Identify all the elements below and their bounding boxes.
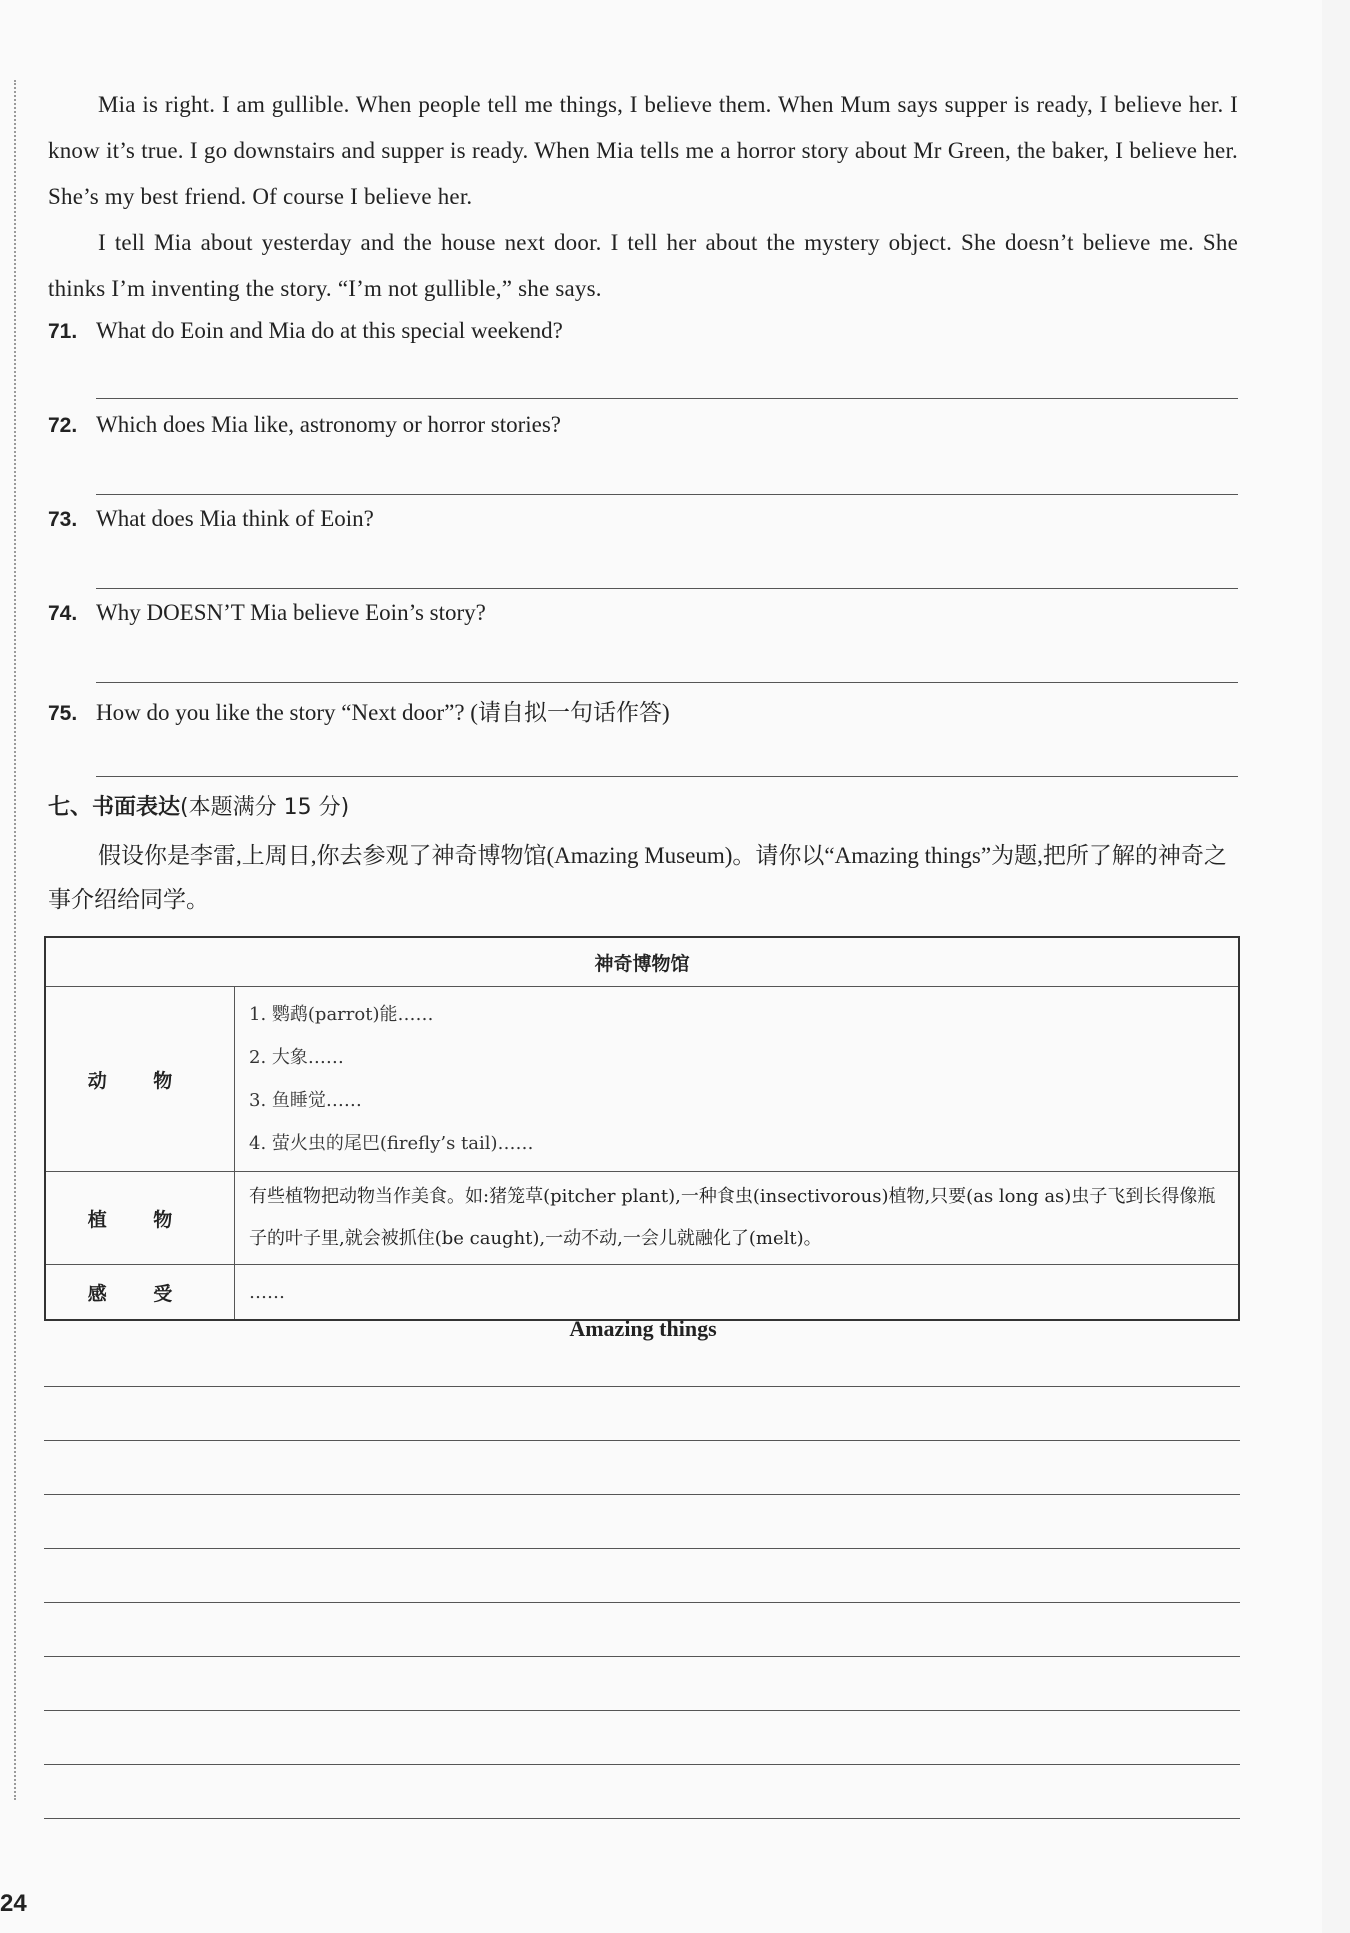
animal-item: 4. 萤火虫的尾巴(firefly’s tail)…… bbox=[249, 1133, 534, 1154]
writing-line[interactable] bbox=[44, 1764, 1240, 1765]
passage-paragraph-1: Mia is right. I am gullible. When people tell me things, I believe them. When Mum says supper is ready, I believe her. I know it’s true. I go downstairs and supper is ready. When Mia tells me a horror story about Mr Green, the baker, I believe her. She’s my best friend. Of course I believe her. bbox=[48, 92, 1238, 209]
question-73: 73. What does Mia think of Eoin? bbox=[48, 506, 374, 531]
animals-list bbox=[235, 987, 1240, 1172]
writing-line[interactable] bbox=[44, 1602, 1240, 1603]
writing-line[interactable] bbox=[44, 1386, 1240, 1387]
writing-line[interactable] bbox=[44, 1818, 1240, 1819]
feelings-text: …… bbox=[235, 1265, 1240, 1321]
writing-line[interactable] bbox=[44, 1548, 1240, 1549]
question-71: 71. What do Eoin and Mia do at this special weekend? bbox=[48, 318, 563, 343]
page-number: 24 bbox=[0, 1890, 27, 1917]
page-edge bbox=[1322, 0, 1350, 1933]
writing-section-heading: 七、书面表达(本题满分 15 分) bbox=[48, 795, 350, 820]
writing-line[interactable] bbox=[44, 1710, 1240, 1711]
feelings-label: 感 受 bbox=[45, 1265, 235, 1321]
writing-prompt: 假设你是李雷,上周日,你去参观了神奇博物馆(Amazing Museum)。请你以“Amazing things”为题,把所了解的神奇之事介绍给同学。 bbox=[48, 843, 1227, 912]
binding-margin bbox=[14, 80, 16, 1800]
animal-item: 1. 鹦鹉(parrot)能…… bbox=[249, 1004, 434, 1025]
animal-item: 3. 鱼睡觉…… bbox=[249, 1090, 362, 1111]
animal-item: 2. 大象…… bbox=[249, 1047, 344, 1068]
question-74: 74. Why DOESN’T Mia believe Eoin’s story? bbox=[48, 600, 486, 625]
question-72: 72. Which does Mia like, astronomy or horror stories? bbox=[48, 412, 561, 437]
writing-line[interactable] bbox=[44, 1656, 1240, 1657]
writing-line[interactable] bbox=[44, 1494, 1240, 1495]
table-header: 神奇博物馆 bbox=[45, 937, 1239, 987]
museum-info-table bbox=[44, 936, 1240, 1321]
question-75: 75. How do you like the story “Next door”? (请自拟一句话作答) bbox=[48, 700, 670, 725]
passage-paragraph-2: I tell Mia about yesterday and the house next door. I tell her about the mystery object. She doesn’t believe me. She thinks I’m inventing the story. “I’m not gullible,” she says. bbox=[48, 230, 1238, 301]
plants-label: 植 物 bbox=[45, 1172, 235, 1265]
essay-title: Amazing things bbox=[569, 1316, 717, 1341]
animals-label: 动 物 bbox=[45, 987, 235, 1172]
plants-description: 有些植物把动物当作美食。如:猪笼草(pitcher plant),一种食虫(insectivorous)植物,只要(as long as)虫子飞到长得像瓶子的叶子里,就会被抓住(be caught),一动不动,一会儿就融化了(melt)。 bbox=[235, 1172, 1240, 1265]
writing-line[interactable] bbox=[44, 1440, 1240, 1441]
